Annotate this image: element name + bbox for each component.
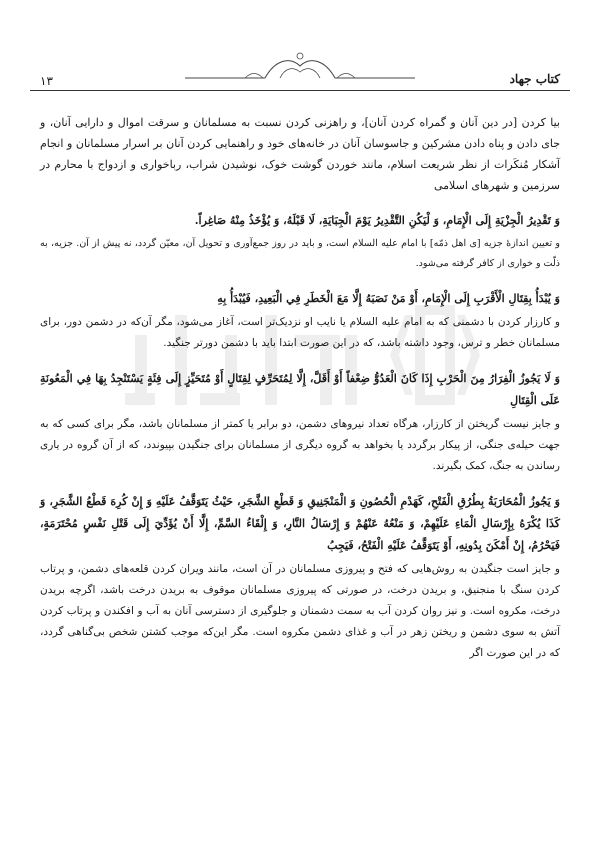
header-ornament-icon bbox=[185, 48, 415, 84]
arabic-text-4: وَ يَجُوزُ الْمُحَارَبَةُ بِطُرُقِ الْفَتْحِ، كَهَدْمِ الْحُصُونِ وَ الْمَنْجَنِيقِ وَ قَطْعِ الشَّجَرِ، حَيْثُ يَتَوَقَّفُ عَلَيْهِ وَ إِنْ كُرِهَ قَطْعُ الشَّجَرِ، وَ كَذَا يُكْرَهُ بِإِرْسَالِ الْمَاءِ عَلَيْهِمْ، وَ مَنْعُهُ عَنْهُمْ وَ إِرْسَالُ النَّارِ، وَ إِلْقَاءُ السَّمِّ، إِلَّا أَنْ يُؤَدِّيَ إِلَى قَتْلِ نَفْسٍ مُحْتَرَمَةٍ، فَيَحْرُمُ، إِنْ أَمْكَنَ بِدُونِهِ، أَوْ يَتَوَقَّفُ عَلَيْهِ الْفَتْحُ، فَيَجِبُ bbox=[40, 495, 560, 552]
header-divider bbox=[30, 90, 570, 91]
page-number: ۱۳ bbox=[40, 74, 53, 88]
translation-4: و جایز است جنگیدن به روش‌هایی که فتح و پیروزی مسلمانان در آن است، مانند ویران کردن قلعه‌های دشمن، و پرتاب کردن سنگ با منجنیق، و بریدن درخت، در صورتی که پیروزی مسلمانان موقوف به بریدن درخت باشد، اگرچه بریدن درخت، مکروه است. و نیز روان کردن آب به سمت دشمنان و جلوگیری از دسترسی آنان به آب و افکندن و پرتاب کردن آتش به سوی دشمن و ریختن زهر در آب و غذای دشمن مکروه است. مگر این‌که موجب کشتن شخص بی‌گناهی گردد، که در این صورت اگر bbox=[40, 563, 560, 659]
intro-paragraph: بیا کردن [در دین آنان و گمراه کردن آنان]، و راهزنی کردن نسبت به مسلمانان و سرقت اموال و دارایی آنان، و جای دادن و پناه دادن مشرکین و جاسوسان آنان در خانه‌های خود و راهنمایی کردن آنان بر اسرار مسلمانان و انجام آشکار مُنکَرات از نظر شریعت اسلام، مانند خوردن گوشت خوک، نوشیدن شراب، رباخواری و ازدواج با محارم در سرزمین و شهرهای اسلامی bbox=[40, 116, 560, 192]
translation-1: و تعیین اندازهٔ جزیه [ی اهل ذمّه] با امام علیه السلام است، و باید در روز جمع‌آوری و تحویل آن، معیّن گردد، نه پیش از آن. جزیه، به ذلّت و خواری از کافر گرفته می‌شود. bbox=[40, 238, 560, 269]
page-body bbox=[40, 112, 560, 678]
arabic-text-2: وَ يُبْدَأُ بِقِتَالِ الْأَقْرَبِ إِلَى الْإِمَامِ، أَوْ مَنْ نَصَبَهُ إِلَّا مَعَ الْخَطَرِ فِي الْبَعِيدِ، فَيُبْدَأُ بِهِ bbox=[217, 292, 560, 305]
arabic-text-1: وَ تَقْدِيرُ الْجِزْيَةِ إِلَى الْإِمَامِ، وَ لْيَكُنِ التَّقْدِيرُ يَوْمَ الْجِبَايَةِ، لَا قَبْلَهُ، وَ يُؤْخَذُ مِنْهُ صَاغِراً. bbox=[194, 214, 560, 227]
translation-3: و جایز نیست گریختن از کارزار، هرگاه تعداد نیروهای دشمن، دو برابر یا کمتر از مسلمانان باشد، مگر برای کسی که به جهت حیله‌ی جنگی، از پیکار برگردد یا بخواهد به گروه دیگری از مسلمانان برای جنگیدن بپیوندد، که از آن گروه در یاری رساندن به جنگ، کمک بگیرند. bbox=[40, 418, 560, 472]
arabic-text-3: وَ لَا يَجُوزُ الْفِرَارُ مِنَ الْحَرْبِ إِذَا كَانَ الْعَدُوُّ ضِعْفاً أَوْ أَقَلَّ، إِلَّا لِمُتَحَرِّفٍ لِقِتَالٍ أَوْ مُتَحَيِّزٍ إِلَى فِئَةٍ يَسْتَنْجِدُ بِهَا فِي الْمَعُونَةِ عَلَى الْقِتَالِ bbox=[40, 372, 560, 407]
translation-2: و کارزار کردن با دشمنی که به امام علیه السلام یا نایب او نزدیک‌تر است، آغاز می‌شود، مگر آن‌که در دشمن دور، برای مسلمانان خطر و ترس، وجود داشته باشد، که در این صورت ابتدا باید با دشمن دورتر جنگید. bbox=[40, 316, 560, 349]
book-title: کتاب جهاد bbox=[509, 72, 560, 86]
